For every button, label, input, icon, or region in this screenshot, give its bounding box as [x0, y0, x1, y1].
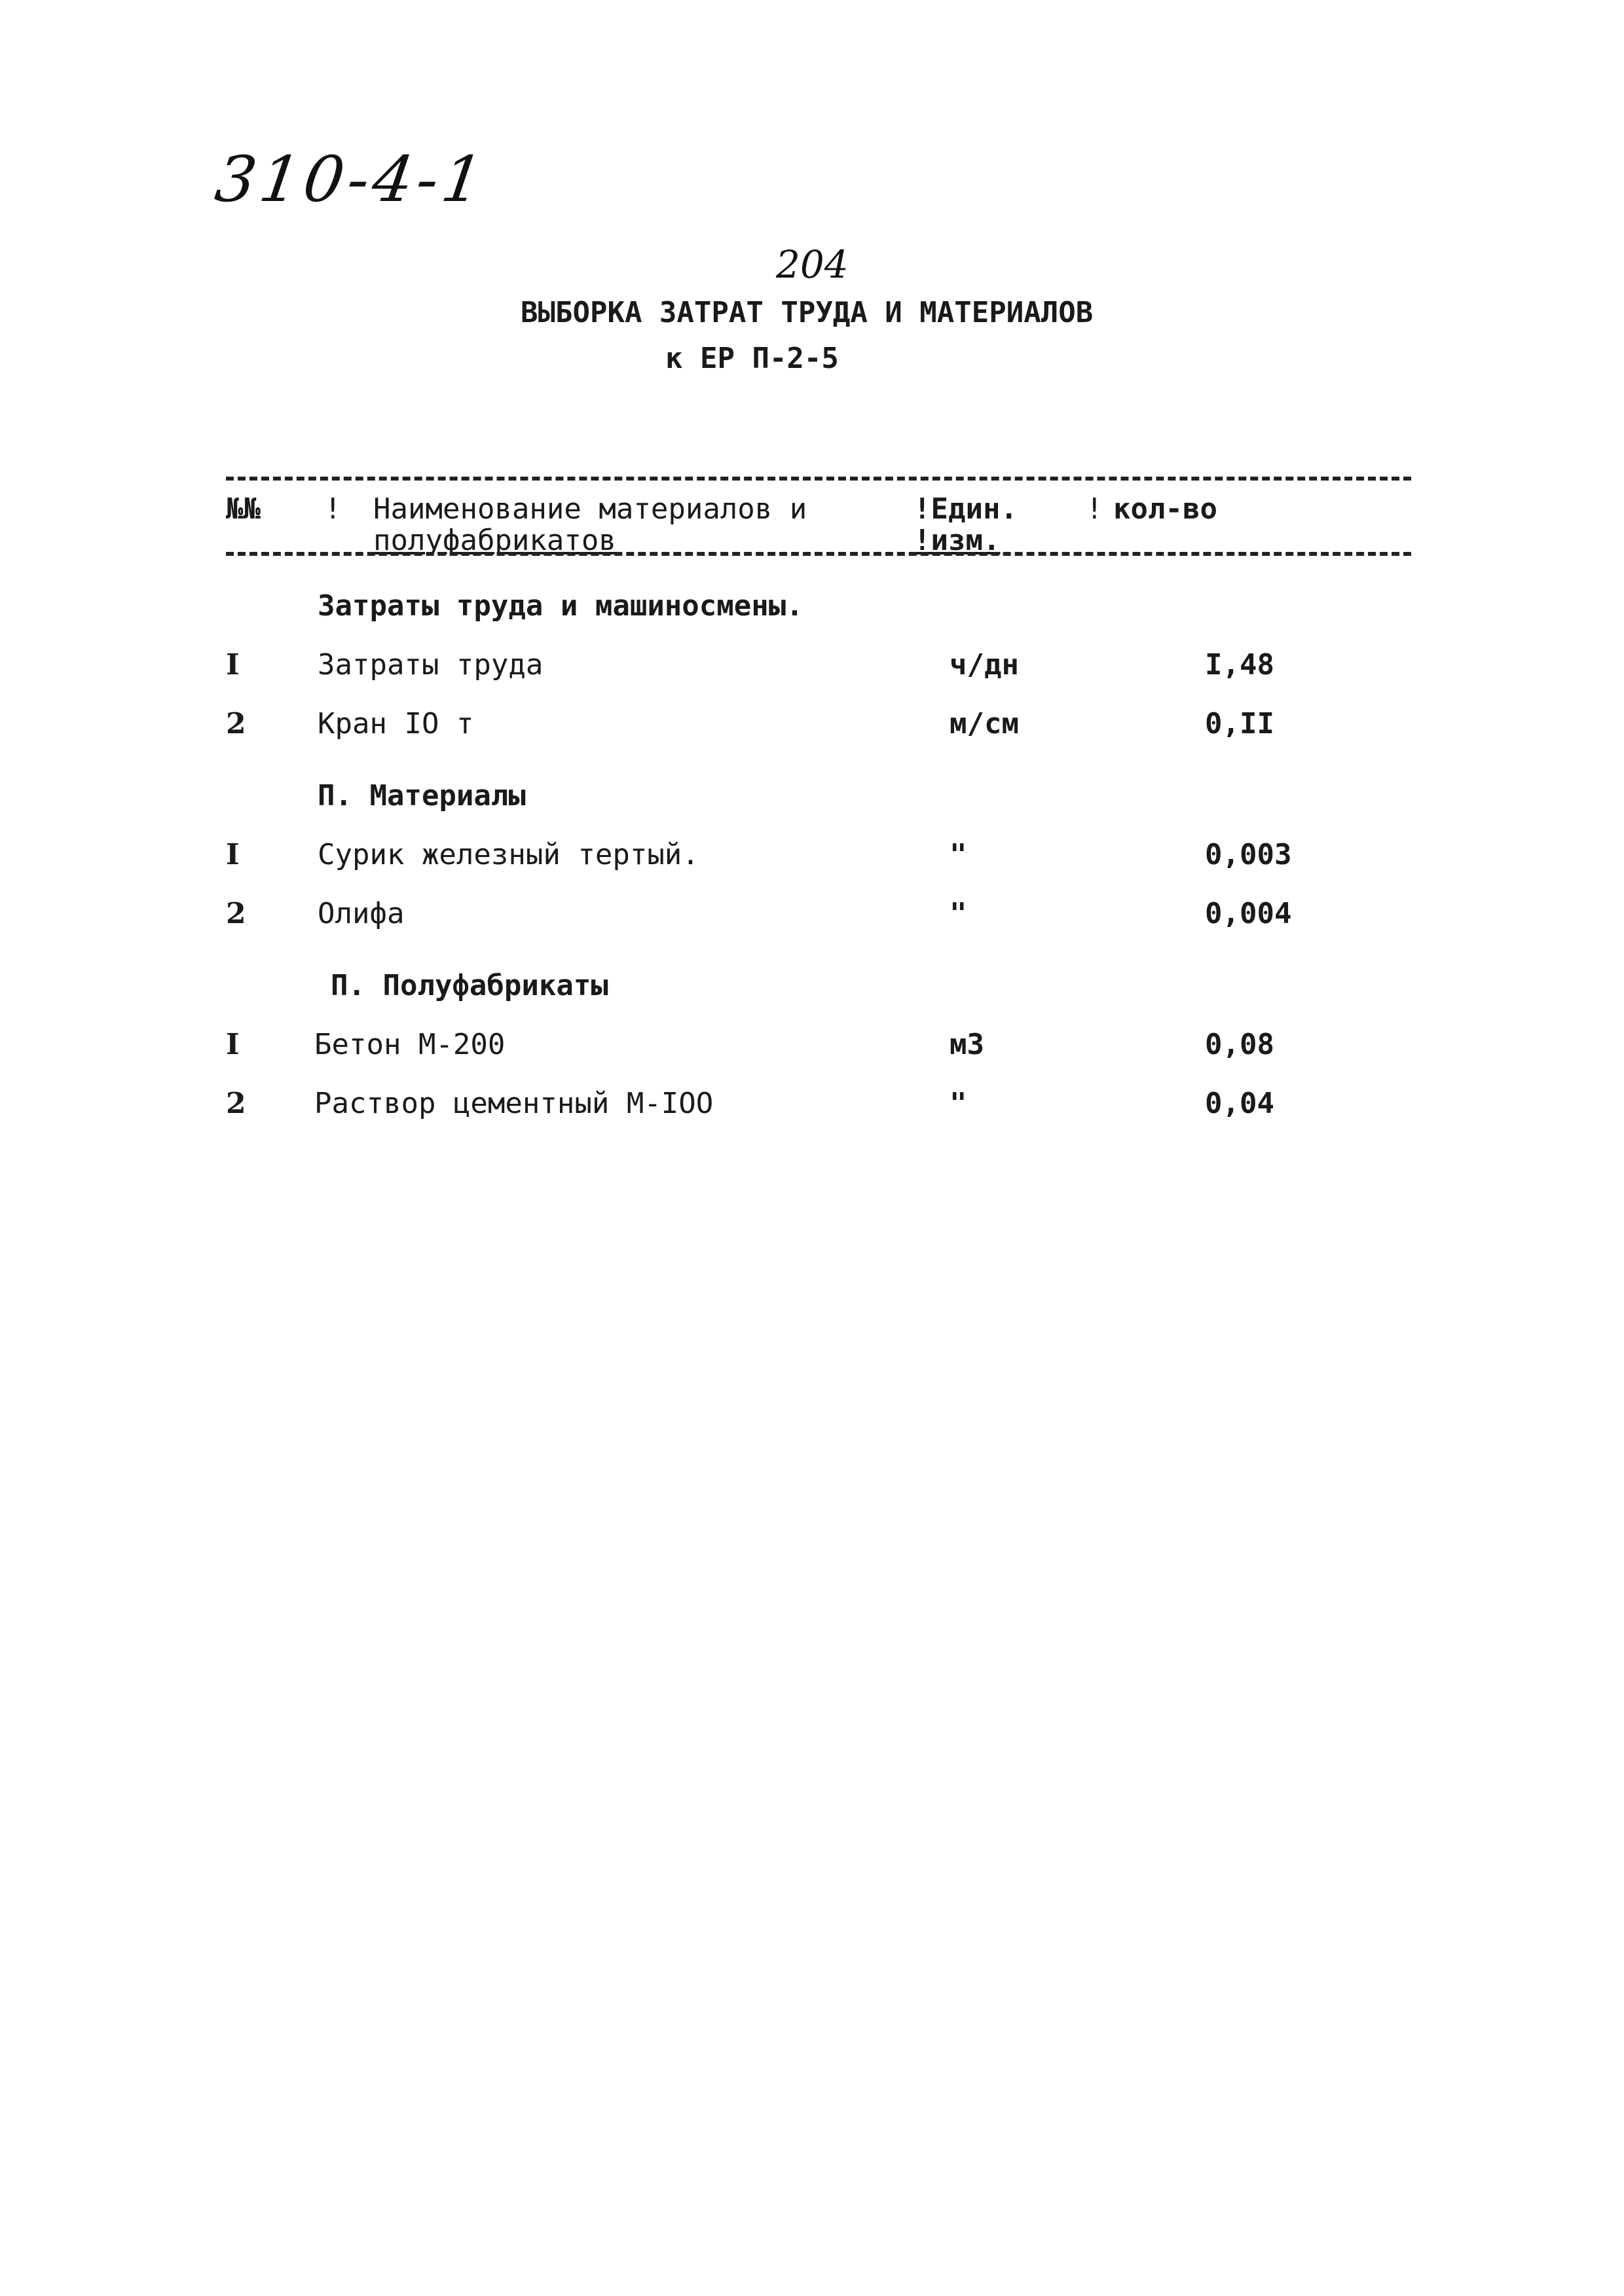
page-subtitle: к ЕР П-2-5 — [665, 342, 839, 375]
row-unit: " — [950, 1087, 967, 1120]
row-name: Бетон М-200 — [314, 1028, 506, 1061]
row-number: I — [226, 1028, 240, 1061]
page-number: 204 — [776, 242, 849, 287]
row-quantity: 0,II — [1205, 707, 1274, 740]
row-number: 2 — [226, 1087, 246, 1120]
column-separator: ! — [1086, 492, 1103, 526]
column-header-quantity: кол-во — [1113, 492, 1217, 526]
row-unit: ч/дн — [950, 648, 1019, 682]
row-unit: м/см — [950, 707, 1019, 740]
row-number: 2 — [226, 707, 246, 740]
row-name: Раствор цементный М-IOO — [314, 1087, 714, 1120]
row-number: I — [226, 838, 240, 871]
column-header-name-line1: Наименование материалов и — [373, 492, 807, 526]
row-unit: " — [950, 838, 967, 871]
row-number: 2 — [226, 897, 246, 930]
row-quantity: 0,003 — [1205, 838, 1292, 871]
column-header-unit-line1: !Един. — [913, 492, 1018, 526]
row-quantity: 0,08 — [1205, 1028, 1274, 1061]
page-title: ВЫБОРКА ЗАТРАТ ТРУДА И МАТЕРИАЛОВ — [521, 296, 1094, 329]
column-header-number: №№ — [226, 492, 261, 526]
section-title: Затраты труда и машиносмены. — [318, 589, 803, 623]
section-title: П. Материалы — [318, 779, 526, 812]
table-header-rule — [226, 552, 1411, 556]
document-code: 310-4-1 — [211, 143, 492, 216]
row-unit: м3 — [950, 1028, 984, 1061]
column-header-name-line2: полуфабрикатов — [373, 524, 616, 557]
column-header-unit-line2: !изм. — [913, 524, 1001, 557]
row-quantity: I,48 — [1205, 648, 1274, 682]
row-unit: " — [950, 897, 967, 930]
row-name: Сурик железный тертый. — [318, 838, 699, 871]
row-quantity: 0,004 — [1205, 897, 1292, 930]
row-quantity: 0,04 — [1205, 1087, 1274, 1120]
table-top-rule — [226, 477, 1411, 481]
row-name: Кран IO т — [318, 707, 474, 740]
row-name: Затраты труда — [318, 648, 544, 682]
row-name: Олифа — [318, 897, 405, 930]
column-separator: ! — [324, 492, 342, 526]
row-number: I — [226, 648, 240, 682]
section-title: П. Полуфабрикаты — [331, 969, 608, 1002]
